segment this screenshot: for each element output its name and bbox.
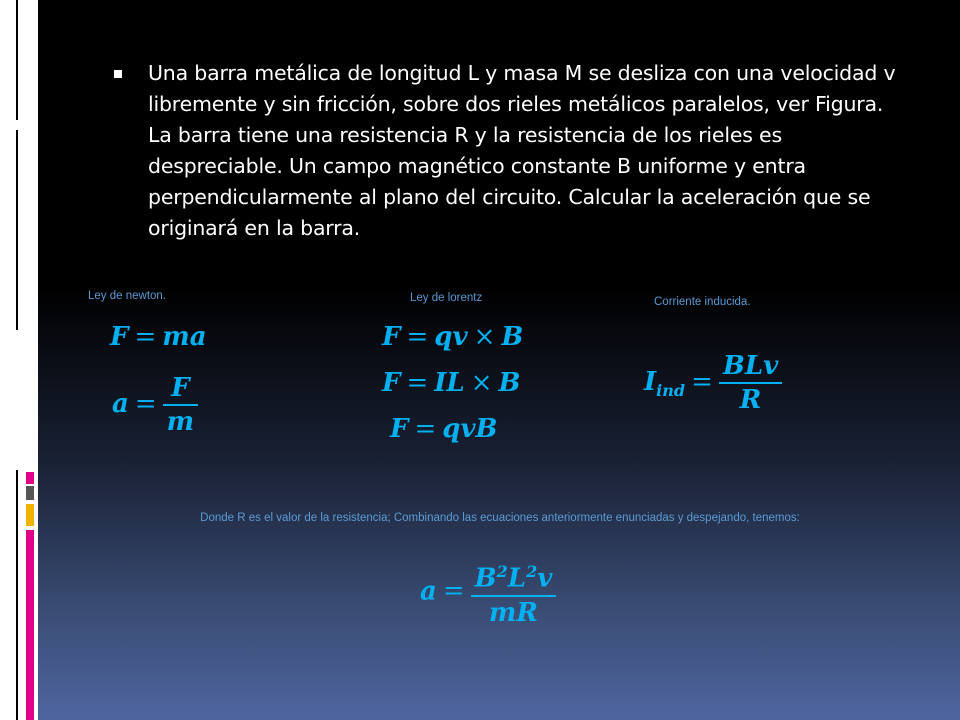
equation-final-acceleration: a = $\frac{B^2L^2v}{mR}$ bbox=[420, 556, 556, 629]
equation-newton-acceleration: a = $\frac{F}{m}$ bbox=[112, 372, 198, 438]
strip-bar-black-top bbox=[16, 0, 18, 120]
strip-bar-black-bottom bbox=[16, 470, 18, 720]
strip-bar-magenta-2 bbox=[26, 530, 34, 720]
equation-induced-current: $I_{ind}$ = $\frac{\text{BLv}}{R}$ bbox=[644, 350, 782, 416]
strip-decoration bbox=[0, 0, 38, 720]
lorentz-law-label: Ley de lorentz bbox=[410, 292, 483, 304]
equation-newton-force: F = ma bbox=[110, 322, 207, 352]
strip-bar-gray bbox=[26, 486, 34, 500]
equation-lorentz-charge: F = qv × B bbox=[382, 322, 524, 352]
newton-law-label: Ley de newton. bbox=[88, 290, 167, 302]
induced-current-label: Corriente inducida. bbox=[654, 296, 751, 308]
equation-lorentz-scalar: F = qvB bbox=[390, 414, 498, 444]
strip-bar-black-mid bbox=[16, 130, 18, 330]
problem-statement: Una barra metálica de longitud L y masa M se desliza con una velocidad v libremente y sin fricción, sobre dos rieles metálicos paralelos, ver Figura. La barra tiene una resistencia R y la resistencia de los rieles es despreciable. Un campo magnético constante B uniforme y entra perpendicularmente al plano del circuito. Calcular la aceleración que se originará en la barra. bbox=[148, 61, 896, 240]
strip-bar-magenta-1 bbox=[26, 472, 34, 484]
bullet-marker bbox=[114, 70, 122, 78]
explanation-note: Donde R es el valor de la resistencia; Combinando las ecuaciones anteriormente enunciadas y despejando, tenemos: bbox=[200, 512, 800, 524]
strip-bar-yellow bbox=[26, 504, 34, 526]
equation-lorentz-current: F = IL × B bbox=[382, 368, 521, 398]
